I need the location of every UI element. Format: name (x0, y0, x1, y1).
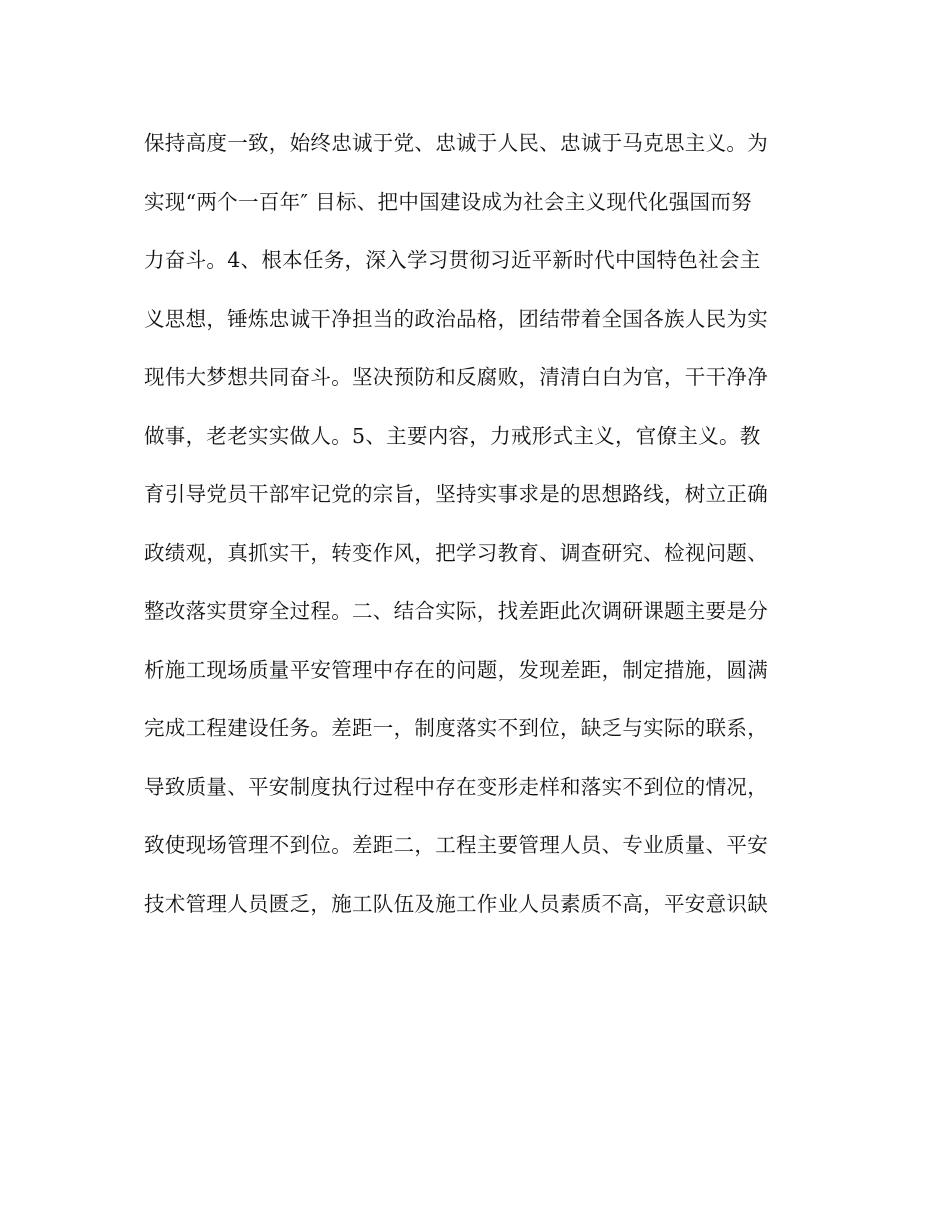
text-line: 育引导党员干部牢记党的宗旨，坚持实事求是的思想路线，树立正确 (144, 482, 768, 506)
text-line: 做事，老老实实做人。5、主要内容，力戒形式主义，官僚主义。教 (144, 423, 761, 448)
text-line: 实现“两个一百年″ 目标、把中国建设成为社会主义现代化强国而努 (144, 189, 752, 214)
text-line: 力奋斗。4、根本任务，深入学习贯彻习近平新时代中国特色社会主 (144, 248, 761, 272)
text-line: 现伟大梦想共同奋斗。坚决预防和反腐败，清清白白为官，干干净净 (144, 365, 768, 389)
text-line: 政绩观，真抓实干，转变作风，把学习教育、调查研究、检视问题、 (144, 540, 768, 565)
body-text (144, 118, 824, 937)
text-line: 致使现场管理不到位。差距二，工程主要管理人员、专业质量、平安 (144, 833, 768, 857)
text-line: 义思想，锤炼忠诚干净担当的政治品格，团结带着全国各族人民为实 (144, 306, 768, 331)
text-line: 析施工现场质量平安管理中存在的问题，发现差距，制定措施，圆满 (144, 657, 768, 682)
text-line: 导致质量、平安制度执行过程中存在变形走样和落实不到位的情况， (144, 774, 768, 799)
text-line: 完成工程建设任务。差距一，制度落实不到位，缺乏与实际的联系， (144, 716, 768, 740)
text-line: 保持高度一致，始终忠诚于党、忠诚于人民、忠诚于马克思主义。为 (144, 131, 768, 155)
text-line: 技术管理人员匮乏，施工队伍及施工作业人员素质不高，平安意识缺 (144, 891, 768, 916)
text-line: 整改落实贯穿全过程。二、结合实际，找差距此次调研课题主要是分 (144, 599, 768, 623)
